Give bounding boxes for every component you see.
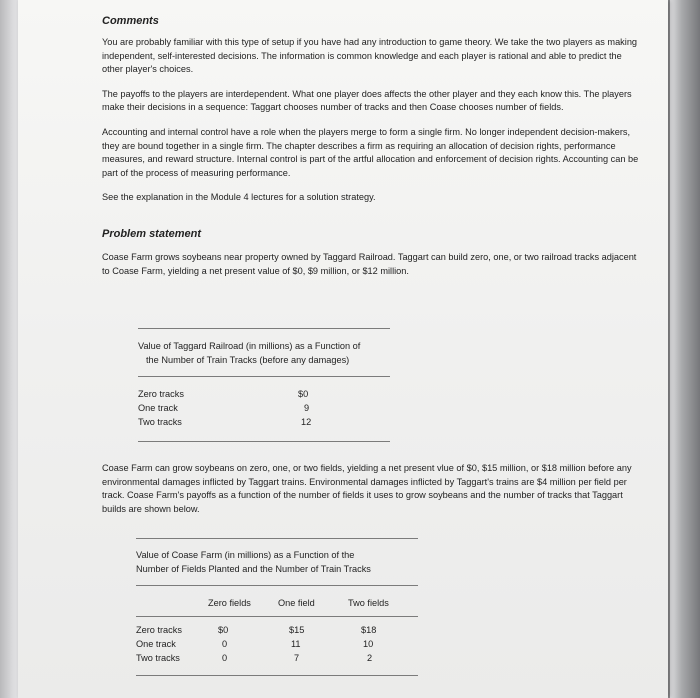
comments-heading: Comments (102, 15, 159, 27)
table-row: One track 9 (138, 403, 310, 413)
table-row: Two tracks 0 7 2 (136, 653, 373, 663)
table-row: Zero tracks $0 (138, 389, 309, 399)
problem-paragraph-2: Coase Farm can grow soybeans on zero, one, or two fields, yielding a net present vlue of $0, $15 million, or $18 million before any environmental damages inflicted by Taggart trains. Environmental damages inflicted by Taggart's trains are $4 million per field per track. Coase Farm's payoffs as a function of the number of fields it uses to grow soybeans and the number of tracks that Taggart builds are shown below. (102, 463, 632, 514)
table-row: Two tracks 12 (138, 417, 312, 427)
comments-paragraph-1: You are probably familiar with this type of setup if you have had any introduction to game theory. We take the two players as making independent, self-interested decisions. The information is common knowledge and each player is rational and able to predict the other player's choices. (102, 37, 638, 75)
right-page-edge (670, 0, 700, 698)
document-page (18, 0, 668, 698)
comments-paragraph-3: Accounting and internal control have a role when the players merge to form a single firm. No longer independent decision-makers, they are bound together in a single firm. The chapter describes a firm as requiring an allocation of decision rights, performance measures, and reward structure. Internal control is part of the artful allocation and enforcement of decision rights. Accounting can be part of the process of measuring performance. (102, 126, 639, 178)
table-bottom-rule (138, 441, 390, 442)
table-row: One track 0 11 10 (136, 639, 374, 649)
table-bottom-rule (136, 675, 418, 676)
table-caption: Value of Taggard Railroad (in millions) as a Function of the Number of Train Tracks (before any damages) (138, 341, 361, 365)
text-body (102, 14, 642, 289)
problem-paragraph-1: Coase Farm grows soybeans near property owned by Taggard Railroad. Taggart can build zero, one, or two railroad tracks adjacent to Coase Farm, yielding a net present value of $0, $9 million, or $12 million. (102, 251, 637, 276)
taggard-value-table (138, 328, 390, 442)
table-column-headers: Zero fields One field Two fields (208, 598, 389, 608)
table-caption: Value of Coase Farm (in millions) as a Function of the Number of Fields Planted and the Number of Train Tracks (136, 550, 371, 574)
comments-paragraph-2: The payoffs to the players are interdependent. What one player does affects the other player and they each know this. The players make their decisions in a sequence: Taggart chooses number of tracks and then Coase chooses number of fields. (102, 88, 632, 113)
comments-paragraph-4: See the explanation in the Module 4 lectures for a solution strategy. (102, 192, 376, 203)
table-row: Zero tracks $0 $15 $18 (136, 625, 377, 635)
coase-value-table (136, 538, 418, 676)
problem-heading: Problem statement (102, 227, 202, 240)
